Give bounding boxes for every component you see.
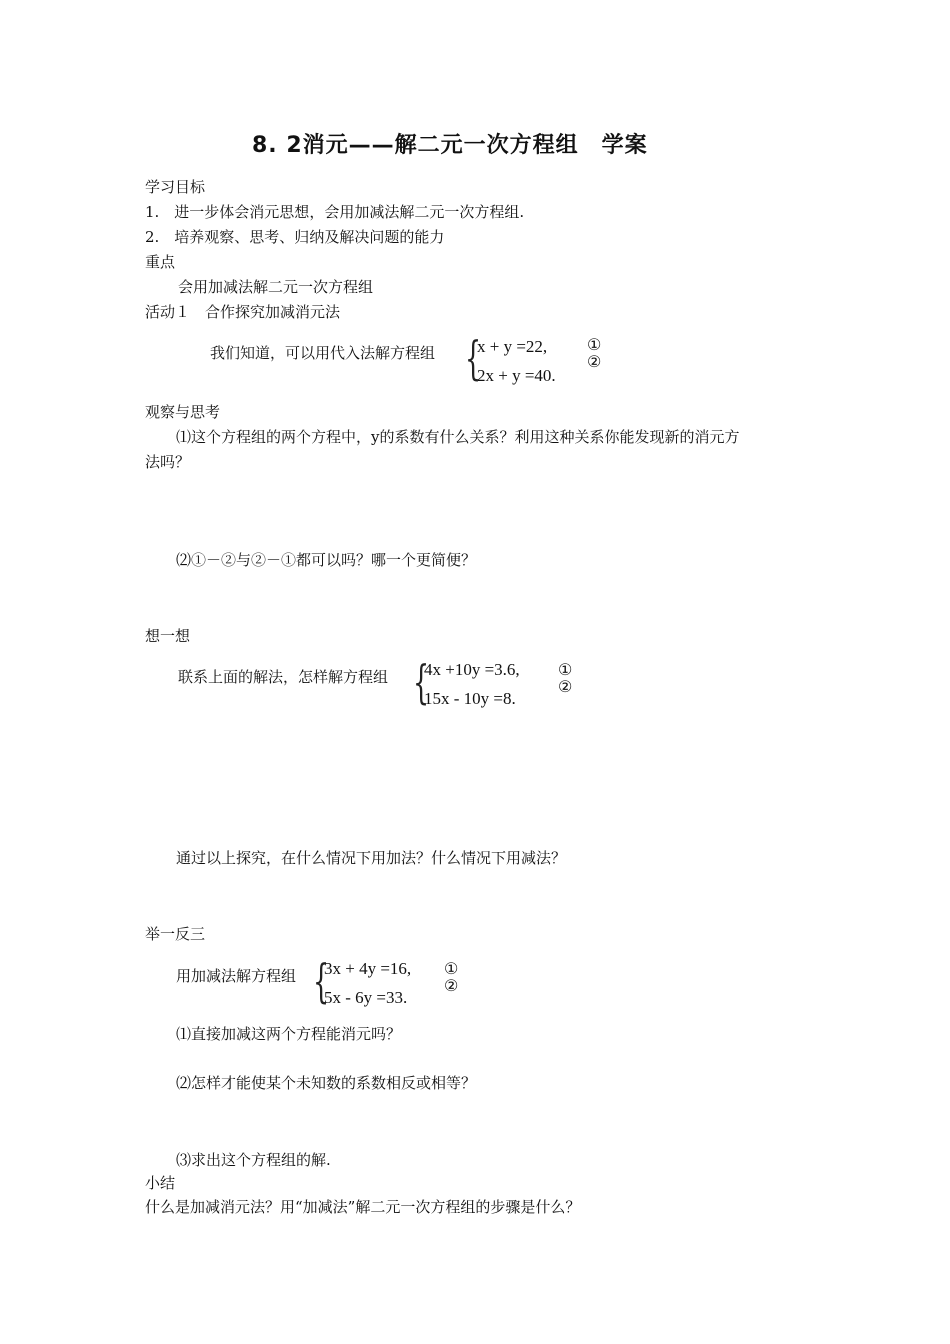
think-mark1: ①: [558, 660, 573, 679]
key-point-text: 会用加减法解二元一次方程组: [178, 278, 374, 296]
activity1-intro: 我们知道，可以用代入法解方程组: [210, 344, 436, 362]
practice-heading: 举一反三: [145, 925, 206, 943]
think-intro: 联系上面的解法，怎样解方程组: [178, 668, 389, 686]
practice-mark1: ①: [444, 959, 459, 978]
activity1-mark2: ②: [587, 352, 602, 371]
practice-brace-icon: {: [313, 954, 330, 1008]
practice-q3: ⑶求出这个方程组的解.: [176, 1151, 331, 1169]
page-title: 8. 2消元——解二元一次方程组 学案: [252, 133, 648, 158]
observe-q2: ⑵①－②与②－①都可以吗？哪一个更简便？: [176, 551, 477, 569]
practice-q2: ⑵怎样才能使某个未知数的系数相反或相等？: [176, 1074, 477, 1092]
think-mark2: ②: [558, 677, 573, 696]
observe-q1-line2: 法吗？: [145, 453, 191, 471]
practice-mark2: ②: [444, 976, 459, 995]
think-brace-icon: {: [413, 655, 430, 709]
practice-eq1: 3x + 4y =16,: [324, 959, 412, 978]
objective-item-2: 2. 培养观察、思考、归纳及解决问题的能力: [145, 228, 445, 246]
activity1-heading: 活动１ 合作探究加减消元法: [145, 303, 341, 321]
practice-intro: 用加减法解方程组: [176, 967, 297, 985]
activity1-eq2: 2x + y =40.: [477, 366, 556, 385]
think-eq2: 15x - 10y =8.: [424, 689, 516, 708]
observe-heading: 观察与思考: [145, 403, 221, 421]
practice-eq2: 5x - 6y =33.: [324, 988, 408, 1007]
objective-item-1: 1. 进一步体会消元思想，会用加减法解二元一次方程组.: [145, 203, 525, 221]
think-question: 通过以上探究，在什么情况下用加法？什么情况下用减法？: [176, 849, 567, 867]
activity1-brace-icon: {: [465, 331, 482, 385]
activity1-mark1: ①: [587, 335, 602, 354]
summary-heading: 小结: [145, 1174, 176, 1192]
activity1-eq1: x + y =22,: [477, 337, 548, 356]
objectives-heading: 学习目标: [145, 178, 206, 196]
observe-q1-line1: ⑴这个方程组的两个方程中，y的系数有什么关系？利用这种关系你能发现新的消元方: [176, 428, 740, 446]
think-eq1: 4x +10y =3.6,: [424, 660, 520, 679]
practice-q1: ⑴直接加减这两个方程能消元吗？: [176, 1025, 402, 1043]
summary-question: 什么是加减消元法？用“加减法”解二元一次方程组的步骤是什么？: [145, 1198, 581, 1216]
think-heading: 想一想: [145, 627, 191, 645]
key-point-heading: 重点: [145, 253, 176, 271]
